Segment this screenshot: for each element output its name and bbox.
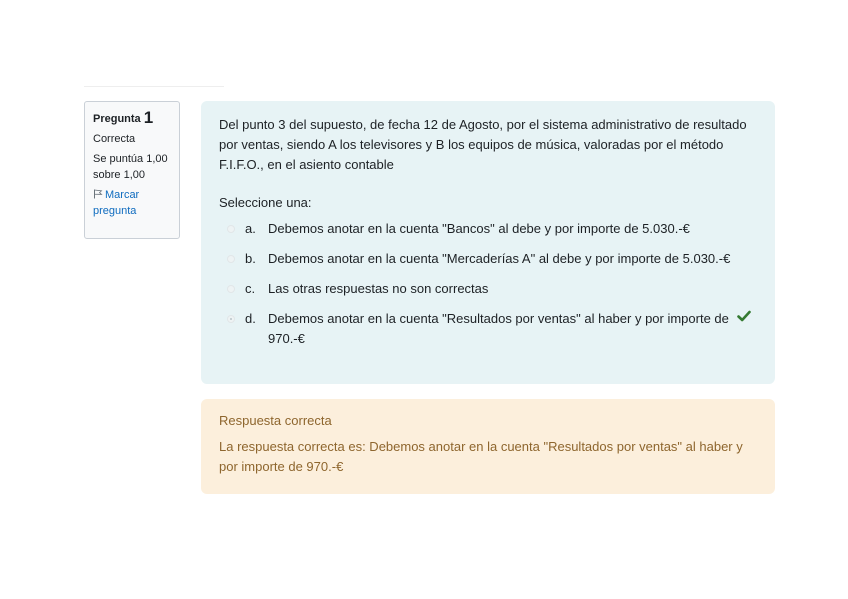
- question-heading: [93, 110, 171, 127]
- feedback-title: Respuesta correcta: [219, 413, 332, 428]
- question-grade: Se puntúa 1,00 sobre 1,00: [93, 153, 168, 181]
- question-number: 1: [143, 108, 154, 127]
- answer-option-a[interactable]: [219, 217, 757, 247]
- radio-d[interactable]: [227, 315, 235, 323]
- flag-label: Marcar pregunta: [93, 189, 140, 217]
- flag-question-link[interactable]: [93, 187, 171, 219]
- question-text: Del punto 3 del supuesto, de fecha 12 de Agosto, por el sistema administrativo de resultado por ventas, siendo A los televisores y B los equipos de música, valoradas por el método F.I.F.O., en el asiento contable: [219, 117, 747, 172]
- question-content: [201, 101, 775, 384]
- answer-prompt: Seleccione una:: [219, 195, 312, 210]
- feedback-box: [201, 399, 775, 494]
- answer-letter: b.: [245, 251, 256, 266]
- radio-b[interactable]: [227, 255, 235, 263]
- answer-letter: d.: [245, 311, 256, 326]
- question-state: Correcta: [93, 133, 136, 145]
- answer-letter: c.: [245, 281, 256, 296]
- answer-text: Las otras respuestas no son correctas: [268, 281, 489, 296]
- answer-text: Debemos anotar en la cuenta "Resultados por ventas" al haber y por importe de 970.-€: [268, 311, 729, 346]
- answer-list: [219, 217, 757, 357]
- answer-option-c[interactable]: [219, 277, 757, 307]
- answer-letter: a.: [245, 221, 256, 236]
- answer-option-d[interactable]: [219, 307, 757, 357]
- flag-icon: [93, 189, 103, 199]
- answer-text: Debemos anotar en la cuenta "Mercaderías A" al debe y por importe de 5.030.-€: [268, 251, 731, 266]
- radio-a[interactable]: [227, 225, 235, 233]
- radio-c[interactable]: [227, 285, 235, 293]
- answer-text: Debemos anotar en la cuenta "Bancos" al debe y por importe de 5.030.-€: [268, 221, 690, 236]
- correct-check-icon: [737, 309, 751, 323]
- answer-option-b[interactable]: [219, 247, 757, 277]
- question-word: Pregunta: [93, 113, 141, 125]
- question-info-panel: [84, 101, 180, 239]
- correct-answer-text: La respuesta correcta es: Debemos anotar en la cuenta "Resultados por ventas" al haber y por importe de 970.-€: [219, 439, 743, 474]
- divider: [84, 86, 224, 87]
